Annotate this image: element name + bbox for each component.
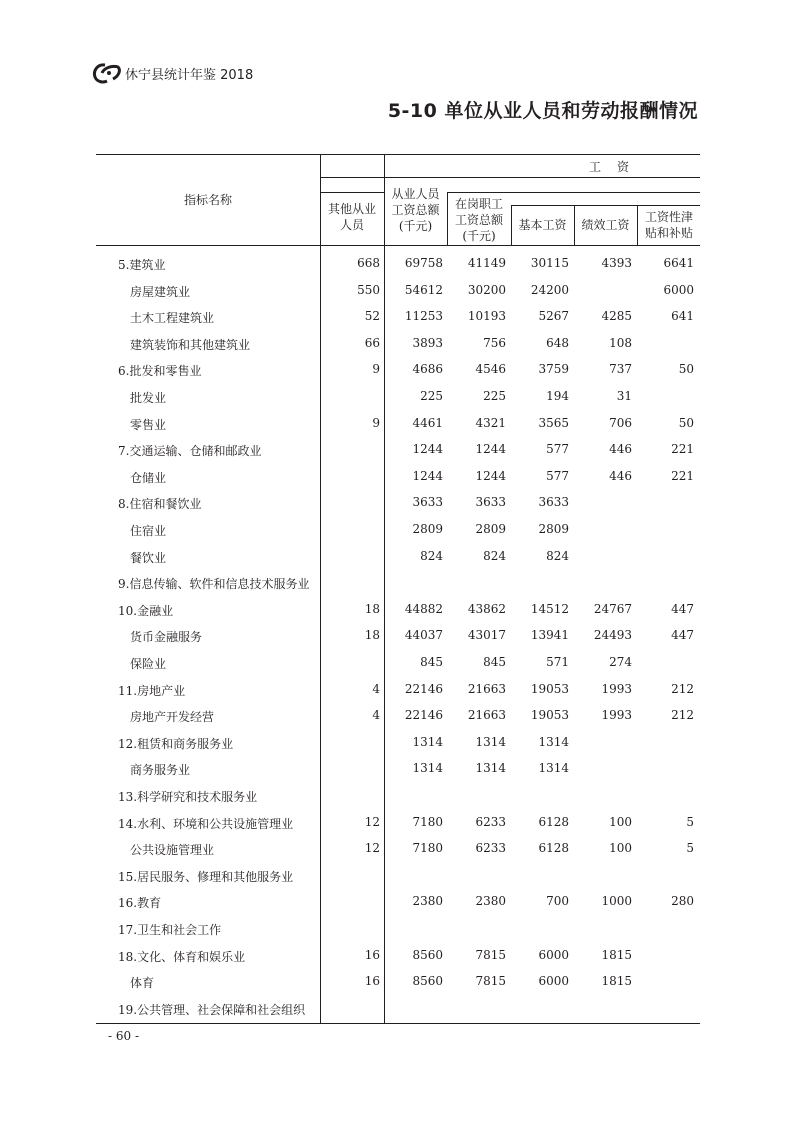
cell-basic-wage: 14512 <box>530 601 569 616</box>
row-indicator-name: 7.交通运输、仓储和邮政业 <box>118 444 262 459</box>
cell-basic-wage: 577 <box>546 442 569 457</box>
cell-total-wage: 7180 <box>412 841 443 856</box>
cell-basic-wage: 1314 <box>538 761 569 776</box>
cell-total-wage: 54612 <box>404 282 443 297</box>
table-row <box>96 356 700 383</box>
cell-perf-wage: 706 <box>609 415 632 430</box>
header-line-1 <box>320 177 700 178</box>
cell-basic-wage: 24200 <box>530 282 569 297</box>
row-indicator-name: 6.批发和零售业 <box>118 364 202 379</box>
header-total-wage: 从业人员工资总额(千元) <box>391 187 440 233</box>
table-row <box>96 543 700 570</box>
cell-total-wage: 3893 <box>412 335 443 350</box>
cell-perf-wage: 446 <box>609 468 632 483</box>
row-indicator-name: 零售业 <box>130 417 167 432</box>
row-indicator-name: 8.住宿和餐饮业 <box>118 497 202 512</box>
cell-other-staff: 9 <box>372 415 380 430</box>
row-indicator-name: 餐饮业 <box>130 550 167 565</box>
cell-basic-wage: 3633 <box>538 495 569 510</box>
cell-allowance: 6000 <box>663 282 694 297</box>
table-row <box>96 649 700 676</box>
cell-basic-wage: 824 <box>546 548 569 563</box>
cell-other-staff: 9 <box>372 362 380 377</box>
cell-allowance: 50 <box>678 415 694 430</box>
table-header-rule <box>96 245 700 246</box>
table-row <box>96 410 700 437</box>
cell-allowance: 221 <box>671 468 694 483</box>
row-indicator-name: 仓储业 <box>130 470 167 485</box>
cell-other-staff: 668 <box>357 256 380 270</box>
cell-basic-wage: 571 <box>546 655 569 669</box>
cell-total-wage: 8560 <box>412 974 443 989</box>
cell-total-wage: 225 <box>420 389 443 403</box>
table-row <box>96 463 700 490</box>
cell-onpost-wage: 756 <box>483 335 506 350</box>
cell-onpost-wage: 43017 <box>467 628 506 643</box>
table-row <box>96 755 700 782</box>
cell-onpost-wage: 21663 <box>467 708 506 723</box>
table-row <box>96 277 700 304</box>
cell-allowance: 447 <box>671 628 694 643</box>
cell-allowance: 641 <box>671 309 694 324</box>
cell-perf-wage: 446 <box>609 442 632 457</box>
cell-total-wage: 1314 <box>412 761 443 776</box>
cell-total-wage: 8560 <box>412 947 443 962</box>
cell-perf-wage: 1815 <box>601 947 632 962</box>
table-row <box>96 383 700 410</box>
cell-basic-wage: 194 <box>546 389 569 403</box>
cell-basic-wage: 6000 <box>538 974 569 989</box>
cell-allowance: 221 <box>671 442 694 457</box>
cell-total-wage: 7180 <box>412 814 443 829</box>
table-row <box>96 436 700 463</box>
cell-other-staff: 550 <box>357 282 380 297</box>
table-row <box>96 888 700 915</box>
cell-total-wage: 1314 <box>412 734 443 749</box>
cell-other-staff: 12 <box>364 841 380 856</box>
cell-total-wage: 4686 <box>412 362 443 377</box>
table-bottom-rule <box>96 1023 700 1024</box>
cell-other-staff: 52 <box>364 309 380 324</box>
cell-other-staff: 18 <box>364 628 380 643</box>
cell-onpost-wage: 1314 <box>475 761 506 776</box>
cell-onpost-wage: 4321 <box>475 415 506 430</box>
table-row <box>96 489 700 516</box>
cell-total-wage: 4461 <box>412 415 443 430</box>
cell-allowance: 5 <box>686 814 694 829</box>
yearbook-logo-icon <box>92 62 122 84</box>
cell-perf-wage: 24493 <box>593 628 632 643</box>
cell-perf-wage: 31 <box>616 389 632 403</box>
cell-other-staff: 18 <box>364 601 380 616</box>
header-wage-group: 工 资 <box>588 160 631 174</box>
cell-basic-wage: 2809 <box>538 522 569 536</box>
cell-total-wage: 44882 <box>404 601 443 616</box>
table-row <box>96 516 700 543</box>
cell-total-wage: 1244 <box>412 468 443 483</box>
cell-perf-wage: 4393 <box>601 256 632 270</box>
cell-total-wage: 2809 <box>412 522 443 536</box>
row-indicator-name: 10.金融业 <box>118 603 174 618</box>
cell-perf-wage: 737 <box>609 362 632 377</box>
cell-basic-wage: 6128 <box>538 814 569 829</box>
table-row <box>96 995 700 1022</box>
row-indicator-name: 12.租赁和商务服务业 <box>118 736 234 751</box>
table-row <box>96 782 700 809</box>
cell-perf-wage: 108 <box>609 335 632 350</box>
row-indicator-name: 18.文化、体育和娱乐业 <box>118 949 246 964</box>
cell-basic-wage: 19053 <box>530 708 569 723</box>
table-row <box>96 809 700 836</box>
row-indicator-name: 建筑装饰和其他建筑业 <box>130 337 251 352</box>
table-row <box>96 569 700 596</box>
header-allowance: 工资性津贴和补贴 <box>644 210 693 240</box>
cell-other-staff: 66 <box>364 335 380 350</box>
cell-onpost-wage: 30200 <box>467 282 506 297</box>
cell-onpost-wage: 2809 <box>475 522 506 536</box>
cell-onpost-wage: 4546 <box>475 362 506 377</box>
header-perf-wage: 绩效工资 <box>581 218 630 232</box>
cell-perf-wage: 1000 <box>601 894 632 909</box>
cell-perf-wage: 274 <box>609 655 632 669</box>
row-indicator-name: 9.信息传输、软件和信息技术服务业 <box>118 577 310 592</box>
cell-onpost-wage: 824 <box>483 548 506 563</box>
cell-onpost-wage: 21663 <box>467 681 506 696</box>
cell-allowance: 212 <box>671 708 694 723</box>
header-onpost-wage: 在岗职工工资总额(千元) <box>454 197 503 243</box>
row-indicator-name: 货币金融服务 <box>130 630 203 645</box>
cell-perf-wage: 100 <box>609 841 632 856</box>
cell-onpost-wage: 3633 <box>475 495 506 510</box>
table-row <box>96 835 700 862</box>
cell-onpost-wage: 6233 <box>475 814 506 829</box>
cell-basic-wage: 13941 <box>530 628 569 643</box>
row-indicator-name: 土木工程建筑业 <box>130 311 215 326</box>
row-indicator-name: 房地产开发经营 <box>130 710 215 725</box>
cell-onpost-wage: 1244 <box>475 468 506 483</box>
row-indicator-name: 19.公共管理、社会保障和社会组织 <box>118 1002 306 1017</box>
cell-perf-wage: 4285 <box>601 309 632 324</box>
row-indicator-name: 5.建筑业 <box>118 258 166 272</box>
cell-basic-wage: 19053 <box>530 681 569 696</box>
page-number: - 60 - <box>108 1029 140 1043</box>
cell-onpost-wage: 41149 <box>467 256 506 270</box>
cell-basic-wage: 6128 <box>538 841 569 856</box>
cell-allowance: 447 <box>671 601 694 616</box>
cell-allowance: 212 <box>671 681 694 696</box>
table-row <box>96 330 700 357</box>
table-row <box>96 596 700 623</box>
cell-other-staff: 4 <box>372 681 380 696</box>
cell-total-wage: 2380 <box>412 894 443 909</box>
cell-other-staff: 4 <box>372 708 380 723</box>
table-title: 5-10 单位从业人员和劳动报酬情况 <box>387 100 698 122</box>
cell-other-staff: 16 <box>364 947 380 962</box>
header-basic-wage: 基本工资 <box>518 218 567 232</box>
cell-perf-wage: 1993 <box>601 708 632 723</box>
col-divider-perf <box>637 205 638 245</box>
row-indicator-name: 16.教育 <box>118 896 162 911</box>
cell-total-wage: 22146 <box>404 681 443 696</box>
cell-basic-wage: 648 <box>546 335 569 350</box>
cell-onpost-wage: 10193 <box>467 309 506 324</box>
cell-total-wage: 69758 <box>404 256 443 270</box>
table-top-rule <box>96 154 700 155</box>
row-indicator-name: 14.水利、环境和公共设施管理业 <box>118 816 294 831</box>
cell-basic-wage: 577 <box>546 468 569 483</box>
cell-onpost-wage: 6233 <box>475 841 506 856</box>
row-indicator-name: 商务服务业 <box>130 763 191 778</box>
cell-perf-wage: 1993 <box>601 681 632 696</box>
row-indicator-name: 保险业 <box>130 657 167 671</box>
cell-perf-wage: 1815 <box>601 974 632 989</box>
cell-total-wage: 44037 <box>404 628 443 643</box>
cell-onpost-wage: 43862 <box>467 601 506 616</box>
header-line-4 <box>511 205 700 206</box>
table-row <box>96 622 700 649</box>
cell-other-staff: 12 <box>364 814 380 829</box>
cell-total-wage: 11253 <box>404 309 443 324</box>
cell-allowance: 6641 <box>663 256 694 270</box>
cell-perf-wage: 24767 <box>593 601 632 616</box>
col-divider-total <box>447 192 448 245</box>
cell-total-wage: 824 <box>420 548 443 563</box>
table-row <box>96 250 700 277</box>
cell-basic-wage: 3565 <box>538 415 569 430</box>
row-indicator-name: 体育 <box>130 976 155 991</box>
cell-total-wage: 1244 <box>412 442 443 457</box>
cell-onpost-wage: 7815 <box>475 974 506 989</box>
cell-basic-wage: 5267 <box>538 309 569 324</box>
header-indicator: 指标名称 <box>183 193 232 207</box>
cell-onpost-wage: 2380 <box>475 894 506 909</box>
cell-onpost-wage: 7815 <box>475 947 506 962</box>
header-other-staff: 其他从业人员 <box>327 202 376 232</box>
cell-allowance: 50 <box>678 362 694 377</box>
cell-basic-wage: 700 <box>546 894 569 909</box>
table-row <box>96 729 700 756</box>
row-indicator-name: 17.卫生和社会工作 <box>118 923 222 937</box>
cell-onpost-wage: 1314 <box>475 734 506 749</box>
cell-onpost-wage: 225 <box>483 389 506 403</box>
table-row <box>96 915 700 942</box>
header-line-2 <box>320 192 384 193</box>
cell-basic-wage: 6000 <box>538 947 569 962</box>
row-indicator-name: 批发业 <box>130 391 167 405</box>
table-row <box>96 968 700 995</box>
row-indicator-name: 房屋建筑业 <box>130 284 191 299</box>
cell-onpost-wage: 845 <box>483 655 506 669</box>
cell-basic-wage: 30115 <box>530 256 569 270</box>
cell-total-wage: 845 <box>420 655 443 669</box>
table-row <box>96 676 700 703</box>
cell-perf-wage: 100 <box>609 814 632 829</box>
row-indicator-name: 公共设施管理业 <box>130 843 215 858</box>
cell-allowance: 280 <box>671 894 694 909</box>
cell-total-wage: 22146 <box>404 708 443 723</box>
cell-basic-wage: 3759 <box>538 362 569 377</box>
row-indicator-name: 住宿业 <box>130 524 167 538</box>
table-row <box>96 702 700 729</box>
table-row <box>96 862 700 889</box>
row-indicator-name: 13.科学研究和技术服务业 <box>118 790 258 804</box>
cell-basic-wage: 1314 <box>538 734 569 749</box>
cell-allowance: 5 <box>686 841 694 856</box>
cell-onpost-wage: 1244 <box>475 442 506 457</box>
book-title: 休宁县统计年鉴 2018 <box>125 68 254 83</box>
row-indicator-name: 11.房地产业 <box>118 683 186 698</box>
table-row <box>96 942 700 969</box>
table-row <box>96 303 700 330</box>
cell-other-staff: 16 <box>364 974 380 989</box>
cell-total-wage: 3633 <box>412 495 443 510</box>
row-indicator-name: 15.居民服务、修理和其他服务业 <box>118 869 294 884</box>
header-line-3 <box>447 192 700 193</box>
